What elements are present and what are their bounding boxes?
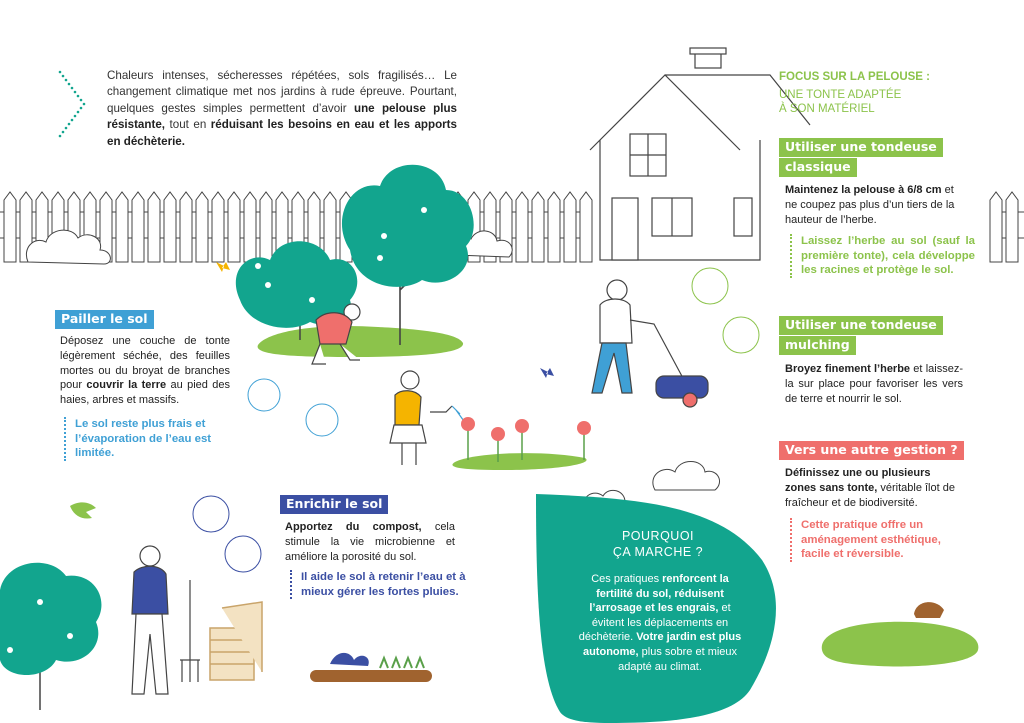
pourquoi-body: et évitent les déplacements en déchèterie. xyxy=(578,602,731,644)
tag-line: Utiliser une tondeuse xyxy=(779,316,943,335)
enrichir-text xyxy=(285,520,455,564)
pourquoi-bold: Votre jardin est plus autonome, xyxy=(582,631,742,658)
pourquoi-text xyxy=(572,572,748,674)
focus-subtitle xyxy=(779,88,901,116)
house xyxy=(590,48,810,260)
enrichir-callout: Il aide le sol à retenir l’eau et à mieux gérer les fortes pluies. xyxy=(290,570,467,599)
tag-enrichir: Enrichir le sol xyxy=(280,495,388,514)
pourquoi-body: Ces pratiques xyxy=(591,573,663,585)
mulching-bold: Broyez finement l’herbe xyxy=(785,363,911,375)
compost-bin xyxy=(210,602,262,680)
intro-text: tout en xyxy=(165,118,211,132)
man-mowing xyxy=(592,280,708,407)
bird-icon xyxy=(70,502,96,518)
gestion-body: véritable îlot de fraîcheur et de biodiversité. xyxy=(785,481,955,509)
enrichir-body: cela stimule la vie microbienne et améliore la porosité du sol. xyxy=(285,521,455,563)
tag-pailler: Pailler le sol xyxy=(55,310,154,329)
focus-subtitle-line: À SON MATÉRIEL xyxy=(779,103,875,115)
tag-line: Utiliser une tondeuse xyxy=(779,138,943,157)
pourquoi-title xyxy=(590,528,726,560)
pailler-body: au pied des haies, arbres et massifs. xyxy=(60,379,230,407)
gestion-text xyxy=(785,466,955,510)
pourquoi-body: plus sobre et mieux adapté au climat. xyxy=(618,645,738,673)
tag-gestion: Vers une autre gestion ? xyxy=(779,441,964,460)
gestion-bold: Définissez une ou plusieurs zones sans tonte, xyxy=(785,467,931,494)
gestion-callout: Cette pratique offre un aménagement esthétique, facile et réversible. xyxy=(790,518,965,562)
tag-classique xyxy=(779,138,943,177)
intro-paragraph xyxy=(107,68,457,150)
chevron-decoration xyxy=(59,71,86,138)
pourquoi-title-line: ÇA MARCHE ? xyxy=(612,545,704,559)
mulching-text xyxy=(785,362,963,406)
mulching-body: et laissez-la sur place pour favoriser les vers de terre et nourrir le sol. xyxy=(785,363,963,405)
pourquoi-title-line: POURQUOI xyxy=(621,529,695,543)
focus-title: FOCUS SUR LA PELOUSE : xyxy=(779,71,930,83)
intro-bold: réduisant les besoins en eau et les apports en déchèterie. xyxy=(107,118,457,148)
classique-body: et ne coupez pas plus d’un tiers de la hauteur de l’herbe. xyxy=(785,184,955,226)
tag-line: mulching xyxy=(779,336,856,355)
pailler-body: Déposez une couche de tonte légèrement séchée, des feuilles mortes ou du broyat de branches pour xyxy=(60,335,230,392)
butterfly-icon xyxy=(216,262,230,272)
pourquoi-bold: renforcent la fertilité du sol, réduisent l’arrosage et les engrais, xyxy=(589,573,729,615)
intro-text: Chaleurs intenses, sécheresses répétées, sols fragilisés… Le changement climatique met nos jardins à rude épreuve. Pourtant, quelques gestes simples permettent d’avoir xyxy=(107,69,457,115)
classique-bold: Maintenez la pelouse à 6/8 cm xyxy=(785,184,942,196)
woman-with-fork xyxy=(132,546,200,694)
intro-bold: une pelouse plus résistante, xyxy=(107,101,457,132)
focus-subtitle-line: UNE TONTE ADAPTÉE xyxy=(779,89,902,101)
pailler-text xyxy=(60,334,230,408)
hedgehog-icon xyxy=(914,602,944,618)
classique-text xyxy=(785,183,965,227)
girl-watering xyxy=(390,371,466,465)
pailler-bold: couvrir la terre xyxy=(86,379,167,392)
soil-strip xyxy=(310,653,432,682)
classique-callout: Laissez l’herbe au sol (sauf la première tonte), cela développe les racines et protège le sol. xyxy=(790,234,975,278)
tag-mulching xyxy=(779,316,943,355)
enrichir-bold: Apportez du compost, xyxy=(285,521,422,533)
butterfly-icon xyxy=(540,368,554,378)
tag-line: classique xyxy=(779,158,857,177)
pailler-callout: Le sol reste plus frais et l’évaporation de l’eau est limitée. xyxy=(64,417,241,461)
